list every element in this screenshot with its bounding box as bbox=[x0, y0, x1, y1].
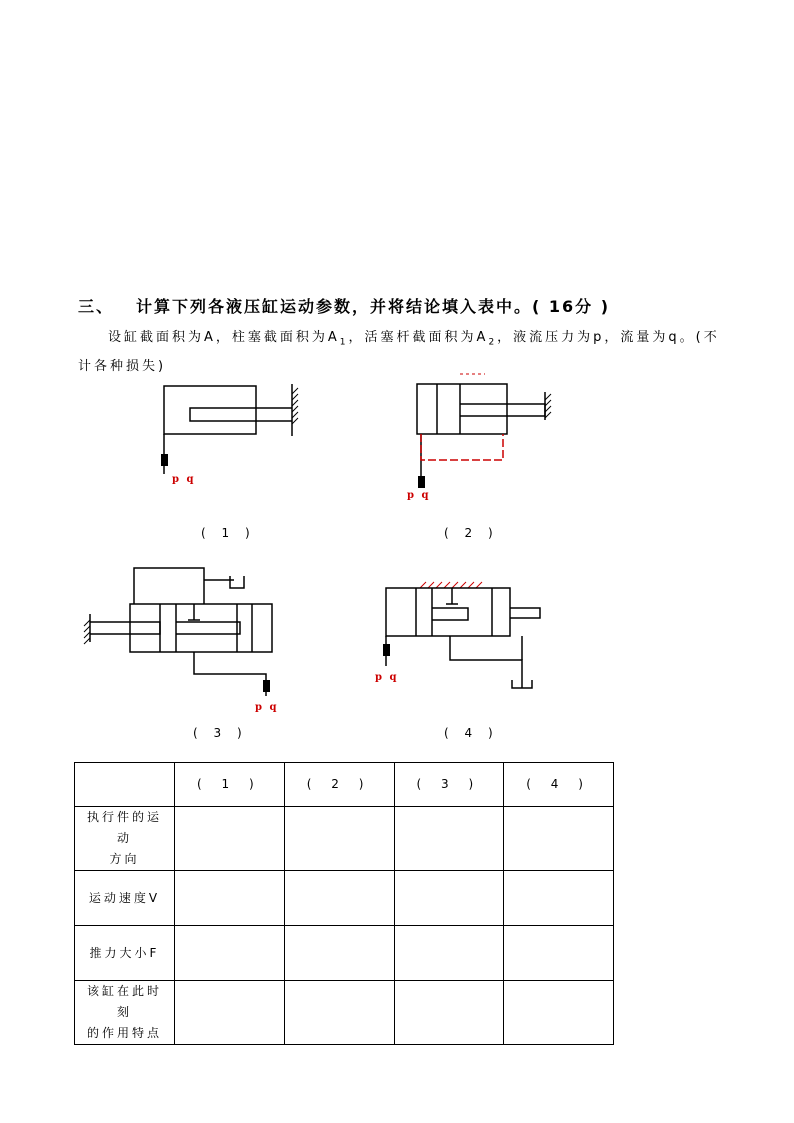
inner-rod bbox=[176, 622, 240, 634]
inlet-line bbox=[194, 652, 266, 696]
fixed-support-hatch bbox=[545, 394, 551, 418]
answer-cell[interactable] bbox=[504, 981, 614, 1045]
figure-4-caption: ( 4 ) bbox=[444, 726, 499, 740]
row-label: 该缸在此时刻 的作用特点 bbox=[75, 981, 175, 1045]
answer-cell[interactable] bbox=[175, 871, 285, 926]
row-label: 执行件的运动 方向 bbox=[75, 807, 175, 871]
answer-cell[interactable] bbox=[284, 807, 394, 871]
table-header-row bbox=[75, 763, 614, 807]
results-table bbox=[74, 762, 614, 1045]
inlet-port-icon bbox=[418, 476, 425, 488]
figure-3-caption: ( 3 ) bbox=[193, 726, 248, 740]
fixed-support-hatch bbox=[84, 620, 90, 644]
row-label: 推力大小F bbox=[75, 926, 175, 981]
tank-icon bbox=[230, 576, 244, 588]
answer-cell[interactable] bbox=[175, 926, 285, 981]
top-connecting-line bbox=[134, 568, 204, 604]
answer-cell[interactable] bbox=[284, 981, 394, 1045]
figure-3-tandem-cylinder bbox=[82, 562, 282, 704]
answer-cell[interactable] bbox=[394, 871, 504, 926]
outlet-line bbox=[450, 636, 522, 688]
answer-cell[interactable] bbox=[504, 871, 614, 926]
problem-intro bbox=[78, 326, 728, 378]
section-title: 计算下列各液压缸运动参数，并将结论填入表中。( 16分 ) bbox=[136, 297, 611, 316]
table-row bbox=[75, 981, 614, 1045]
answer-cell[interactable] bbox=[394, 981, 504, 1045]
table-header-cell: ( 2 ) bbox=[284, 763, 394, 807]
cylinder-barrel bbox=[417, 384, 507, 434]
section-heading bbox=[78, 294, 610, 317]
intro-sub-1: 1 bbox=[339, 337, 349, 348]
answer-cell[interactable] bbox=[175, 807, 285, 871]
figure-3-pq-label: p q bbox=[255, 702, 279, 713]
answer-cell[interactable] bbox=[394, 807, 504, 871]
dashed-return-line bbox=[421, 434, 503, 460]
fixed-top-hatch bbox=[416, 582, 482, 588]
fixed-support-hatch bbox=[292, 388, 298, 424]
cylinder-barrel bbox=[164, 386, 256, 434]
table-row bbox=[75, 926, 614, 981]
answer-cell[interactable] bbox=[175, 981, 285, 1045]
figure-4-cylinder bbox=[372, 576, 552, 688]
table-row bbox=[75, 871, 614, 926]
table-header-cell: ( 4 ) bbox=[504, 763, 614, 807]
cylinder-barrel bbox=[130, 604, 272, 652]
answer-cell[interactable] bbox=[504, 807, 614, 871]
row-label: 运动速度V bbox=[75, 871, 175, 926]
intro-text-3: ，液流压力为p，流量为q。(不计各种损失) bbox=[78, 330, 720, 374]
answer-cell[interactable] bbox=[394, 926, 504, 981]
inner-rod bbox=[432, 608, 468, 620]
figure-4-pq-label: p q bbox=[375, 672, 399, 683]
intro-text-2: ，活塞杆截面积为A bbox=[348, 330, 489, 345]
answer-cell[interactable] bbox=[504, 926, 614, 981]
plunger bbox=[190, 408, 292, 421]
table-header-cell: ( 1 ) bbox=[175, 763, 285, 807]
answer-cell[interactable] bbox=[284, 926, 394, 981]
inlet-port-icon bbox=[383, 644, 390, 656]
figure-1-pq-label: p q bbox=[172, 474, 196, 485]
table-row bbox=[75, 807, 614, 871]
table-header-cell bbox=[75, 763, 175, 807]
figure-2-caption: ( 2 ) bbox=[444, 526, 499, 540]
inlet-port-icon bbox=[161, 454, 168, 466]
intro-sub-2: 2 bbox=[488, 337, 498, 348]
piston-rod bbox=[510, 608, 540, 618]
inlet-port-icon bbox=[263, 680, 270, 692]
intro-text-1: 设缸截面积为A，柱塞截面积为A bbox=[108, 330, 340, 345]
answer-cell[interactable] bbox=[284, 871, 394, 926]
figure-2-differential-cylinder bbox=[405, 372, 565, 502]
table-header-cell: ( 3 ) bbox=[394, 763, 504, 807]
piston-rod bbox=[90, 622, 160, 634]
figure-1-caption: ( 1 ) bbox=[201, 526, 256, 540]
section-number: 三、 bbox=[78, 297, 115, 316]
piston-rod bbox=[460, 404, 545, 416]
figure-2-pq-label: p q bbox=[407, 490, 431, 501]
